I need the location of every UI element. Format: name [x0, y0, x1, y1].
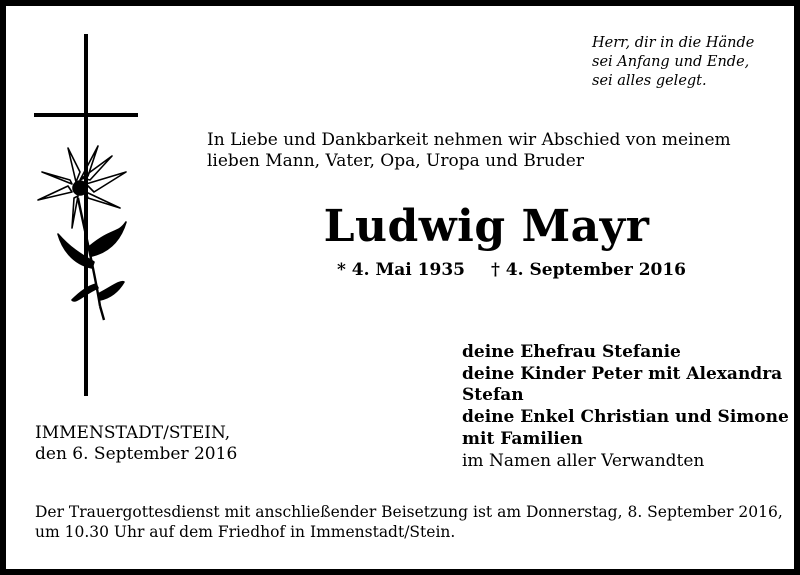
mourner-line: deine Enkel Christian und Simone	[462, 407, 789, 428]
intro-line: In Liebe und Dankbarkeit nehmen wir Abschied von meinem	[207, 130, 731, 150]
life-dates	[337, 260, 712, 280]
place-date	[35, 423, 237, 465]
birth-date: * 4. Mai 1935	[337, 260, 465, 280]
mourner-line: Stefan	[462, 385, 524, 406]
service-line: Der Trauergottesdienst mit anschließender Beisetzung ist am Donnerstag, 8. September 2016,	[35, 503, 783, 521]
mourner-line: deine Kinder Peter mit Alexandra	[462, 363, 783, 384]
date: den 6. September 2016	[35, 444, 238, 464]
intro-line: lieben Mann, Vater, Opa, Uropa und Bruder	[207, 151, 584, 171]
quote-line: Herr, dir in die Hände	[592, 35, 755, 51]
service-line: um 10.30 Uhr auf dem Friedhof in Immenstadt/Stein.	[35, 523, 456, 541]
bible-quote	[592, 34, 754, 91]
death-date: † 4. September 2016	[491, 260, 687, 280]
quote-line: sei Anfang und Ende,	[592, 54, 750, 70]
mourners-closing: im Namen aller Verwandten	[462, 450, 705, 471]
cross-beam	[34, 113, 138, 117]
mourner-line: mit Familien	[462, 428, 583, 449]
place: IMMENSTADT/STEIN,	[35, 423, 231, 443]
intro-text	[207, 130, 731, 172]
mourners-list	[462, 342, 789, 472]
deceased-name: Ludwig Mayr	[323, 201, 650, 252]
quote-line: sei alles gelegt.	[592, 73, 707, 89]
mourner-line: deine Ehefrau Stefanie	[462, 342, 681, 362]
service-info	[35, 502, 783, 542]
